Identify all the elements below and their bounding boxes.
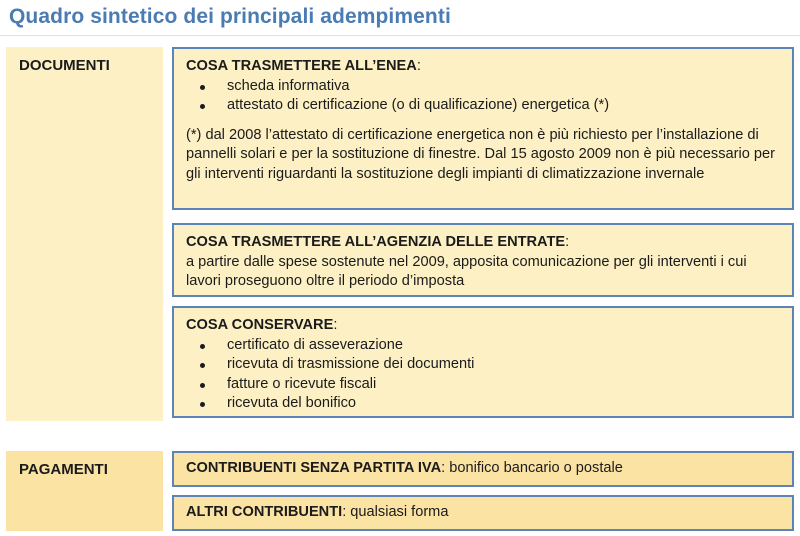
list-item: fatture o ricevute fiscali bbox=[200, 375, 780, 395]
senza-iva-text: : bonifico bancario o postale bbox=[441, 460, 623, 476]
list-item: certificato di asseverazione bbox=[200, 336, 780, 356]
conservare-heading-suffix: : bbox=[333, 317, 338, 333]
altri-text: : qualsiasi forma bbox=[342, 504, 449, 520]
conservare-heading bbox=[186, 316, 780, 336]
agenzia-box bbox=[172, 223, 794, 297]
enea-box bbox=[172, 47, 794, 210]
altri-box bbox=[172, 495, 794, 531]
pagamenti-label: PAGAMENTI bbox=[19, 461, 108, 478]
altri-heading: ALTRI CONTRIBUENTI bbox=[186, 504, 343, 520]
list-item: ricevuta di trasmissione dei documenti bbox=[200, 355, 780, 375]
agenzia-heading bbox=[186, 233, 780, 253]
enea-note: (*) dal 2008 l’attestato di certificazione energetica non è più richiesto per l’installazione di pannelli solari e per la sostituzione di finestre. Dal 15 agosto 2009 non è più necessario per gli interventi riguardanti la sostituzione degli impianti di climatizzazione invernale bbox=[186, 126, 775, 182]
documenti-label-panel bbox=[6, 47, 163, 421]
conservare-list bbox=[186, 336, 780, 414]
title-divider bbox=[0, 35, 800, 36]
senza-iva-box bbox=[172, 451, 794, 487]
enea-heading-text: COSA TRASMETTERE ALL’ENEA bbox=[186, 58, 417, 74]
agenzia-text: a partire dalle spese sostenute nel 2009, apposita comunicazione per gli interventi i cui lavori proseguono oltre il periodo d’imposta bbox=[186, 253, 747, 289]
pagamenti-label-panel bbox=[6, 451, 163, 531]
conservare-box bbox=[172, 306, 794, 418]
page-title: Quadro sintetico dei principali adempimenti bbox=[9, 5, 451, 28]
documenti-label: DOCUMENTI bbox=[19, 57, 110, 74]
list-item: ricevuta del bonifico bbox=[200, 394, 780, 414]
enea-heading bbox=[186, 57, 780, 77]
agenzia-heading-text: COSA TRASMETTERE ALL’AGENZIA DELLE ENTRATE bbox=[186, 234, 566, 250]
list-item: scheda informativa bbox=[200, 77, 780, 97]
list-item: attestato di certificazione (o di qualificazione) energetica (*) bbox=[200, 96, 780, 116]
conservare-heading-text: COSA CONSERVARE bbox=[186, 317, 334, 333]
agenzia-heading-suffix: : bbox=[565, 234, 570, 250]
enea-list bbox=[186, 77, 780, 116]
senza-iva-heading: CONTRIBUENTI SENZA PARTITA IVA bbox=[186, 460, 442, 476]
enea-heading-suffix: : bbox=[416, 58, 421, 74]
